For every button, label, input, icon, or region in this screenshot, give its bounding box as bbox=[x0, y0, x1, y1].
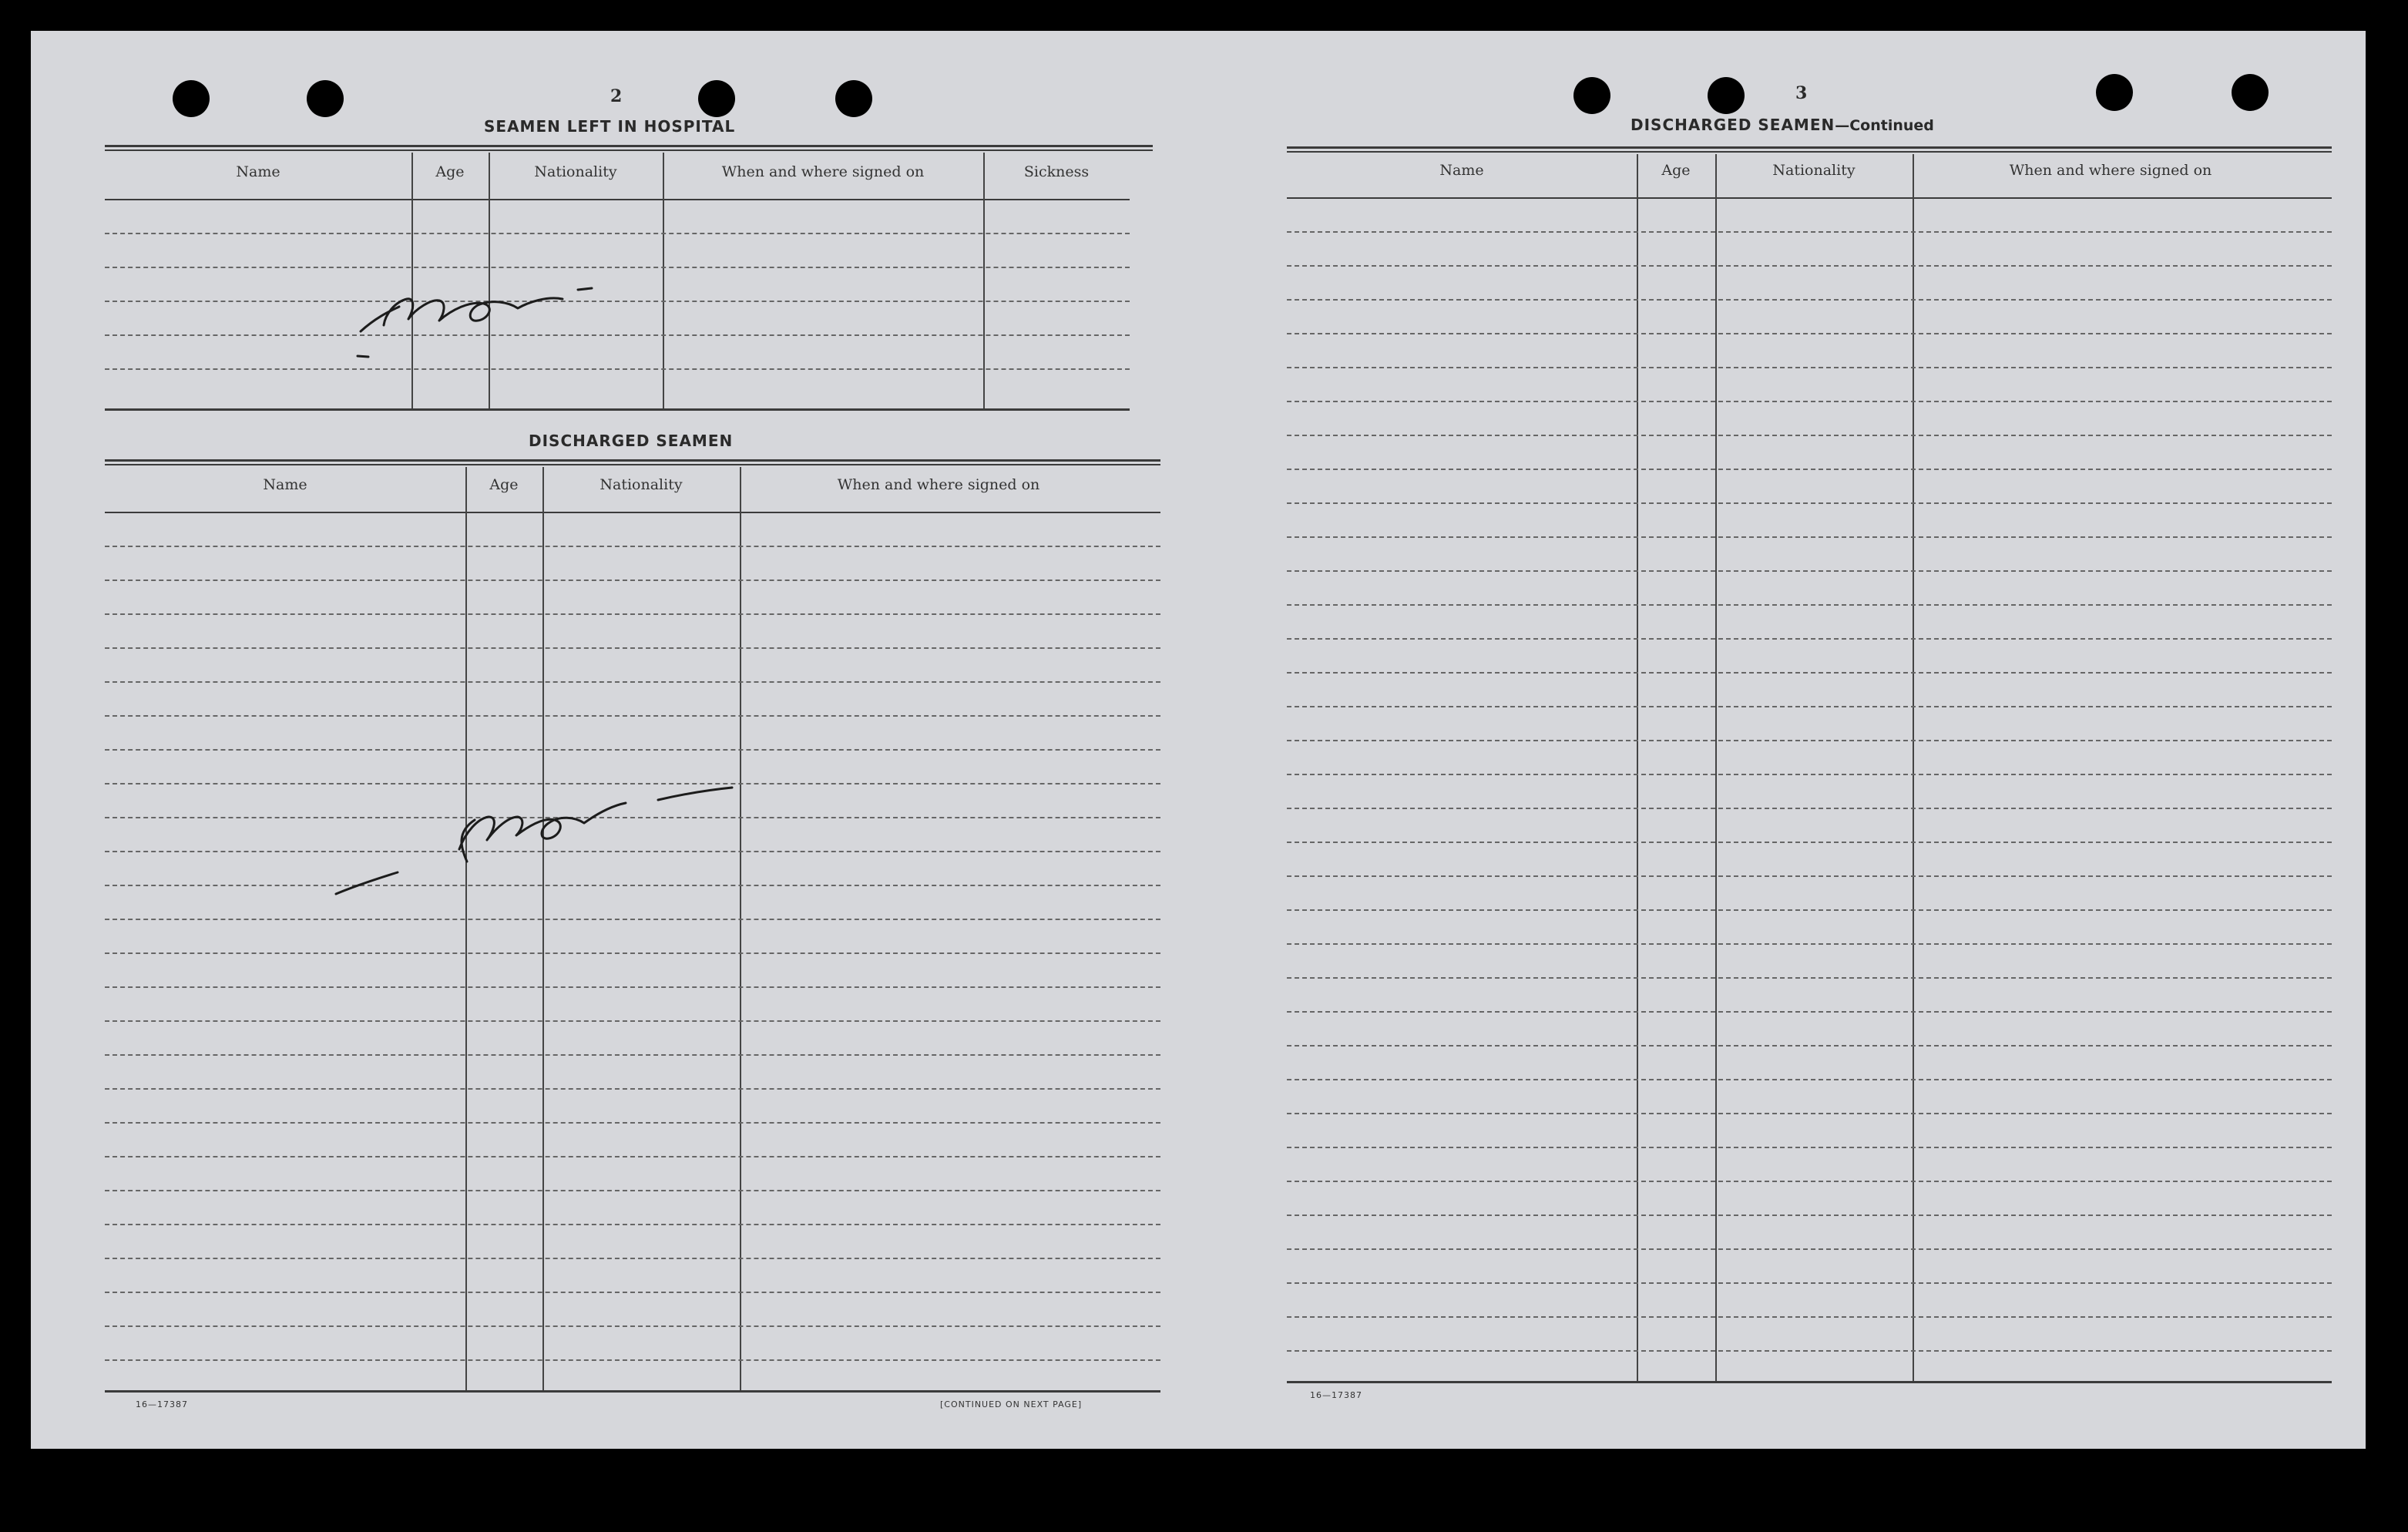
row-line bbox=[105, 580, 1160, 581]
right-col-divider bbox=[1913, 154, 1914, 1381]
right-top-rule-2 bbox=[1287, 151, 2332, 153]
right-col-signed-on: When and where signed on bbox=[2009, 162, 2212, 179]
row-line bbox=[1287, 604, 2332, 606]
hospital-col-divider bbox=[983, 153, 985, 410]
row-line bbox=[1287, 231, 2332, 233]
row-line bbox=[1287, 1045, 2332, 1047]
row-line bbox=[1287, 1181, 2332, 1182]
page-number-left: 2 bbox=[610, 86, 623, 106]
row-line bbox=[105, 1156, 1160, 1157]
row-line bbox=[1287, 1147, 2332, 1148]
row-line bbox=[105, 749, 1160, 751]
punch-hole bbox=[1573, 77, 1610, 114]
punch-hole bbox=[835, 80, 872, 117]
row-line bbox=[105, 1258, 1160, 1259]
row-line bbox=[105, 1020, 1160, 1022]
right-header-rule bbox=[1287, 197, 2332, 199]
row-line bbox=[1287, 808, 2332, 809]
row-line bbox=[105, 1292, 1160, 1293]
form-number-right: 16—17387 bbox=[1310, 1390, 1362, 1400]
row-line bbox=[105, 613, 1160, 615]
row-line bbox=[1287, 740, 2332, 741]
row-line bbox=[1287, 367, 2332, 368]
row-line bbox=[105, 1359, 1160, 1361]
row-line bbox=[1287, 502, 2332, 504]
punch-hole bbox=[307, 80, 344, 117]
row-line bbox=[1287, 401, 2332, 402]
right-col-nationality: Nationality bbox=[1772, 162, 1856, 179]
right-top-rule bbox=[1287, 146, 2332, 149]
row-line bbox=[1287, 672, 2332, 674]
discharged-col-divider bbox=[465, 467, 467, 1390]
page-number-right: 3 bbox=[1795, 83, 1808, 103]
hospital-row-line bbox=[105, 233, 1130, 234]
hospital-bottom-rule bbox=[105, 408, 1130, 411]
right-col-age: Age bbox=[1661, 162, 1691, 179]
right-col-divider bbox=[1715, 154, 1717, 1381]
row-line bbox=[105, 986, 1160, 988]
row-line bbox=[1287, 909, 2332, 911]
right-section-title bbox=[1631, 116, 1934, 134]
hospital-top-rule bbox=[105, 145, 1153, 147]
punch-hole bbox=[2096, 74, 2133, 111]
row-line bbox=[1287, 333, 2332, 334]
row-line bbox=[1287, 1011, 2332, 1013]
punch-hole bbox=[2232, 74, 2269, 111]
hospital-col-sickness: Sickness bbox=[1023, 163, 1090, 180]
discharged-top-rule-2 bbox=[105, 464, 1160, 465]
punch-hole bbox=[1708, 77, 1745, 114]
hospital-col-nationality: Nationality bbox=[534, 163, 617, 180]
discharged-col-nationality: Nationality bbox=[599, 476, 683, 493]
row-line bbox=[1287, 1113, 2332, 1114]
row-line bbox=[1287, 1350, 2332, 1352]
form-number-left: 16—17387 bbox=[136, 1399, 188, 1409]
row-line bbox=[105, 546, 1160, 547]
row-line bbox=[105, 1190, 1160, 1191]
discharged-top-rule bbox=[105, 459, 1160, 462]
row-line bbox=[1287, 265, 2332, 267]
discharged-col-signed-on: When and where signed on bbox=[837, 476, 1040, 493]
discharged-col-age: Age bbox=[489, 476, 519, 493]
row-line bbox=[105, 919, 1160, 920]
hospital-col-signed-on: When and where signed on bbox=[721, 163, 925, 180]
row-line bbox=[105, 1122, 1160, 1124]
hospital-handwritten-none bbox=[324, 254, 678, 347]
right-col-divider bbox=[1637, 154, 1638, 1381]
row-line bbox=[1287, 706, 2332, 707]
row-line bbox=[105, 715, 1160, 717]
row-line bbox=[105, 647, 1160, 649]
hospital-top-rule-2 bbox=[105, 150, 1153, 151]
form-sheet bbox=[31, 31, 2366, 1449]
punch-hole bbox=[173, 80, 210, 117]
row-line bbox=[1287, 299, 2332, 301]
hospital-section-title: SEAMEN LEFT IN HOSPITAL bbox=[484, 117, 736, 136]
punch-hole bbox=[698, 80, 735, 117]
hospital-row-line bbox=[105, 368, 1130, 370]
row-line bbox=[105, 681, 1160, 683]
row-line bbox=[1287, 1282, 2332, 1284]
row-line bbox=[1287, 570, 2332, 572]
row-line bbox=[1287, 638, 2332, 640]
row-line bbox=[1287, 943, 2332, 945]
hospital-col-name: Name bbox=[236, 163, 280, 180]
row-line bbox=[1287, 977, 2332, 979]
discharged-section-title: DISCHARGED SEAMEN bbox=[529, 432, 734, 450]
row-line bbox=[1287, 875, 2332, 877]
row-line bbox=[1287, 536, 2332, 538]
row-line bbox=[1287, 842, 2332, 843]
discharged-bottom-rule bbox=[105, 1390, 1160, 1393]
row-line bbox=[1287, 469, 2332, 470]
row-line bbox=[1287, 774, 2332, 775]
right-col-name: Name bbox=[1439, 162, 1484, 179]
row-line bbox=[105, 1054, 1160, 1056]
right-section-title-suffix: —Continued bbox=[1835, 117, 1934, 134]
row-line bbox=[105, 1325, 1160, 1327]
row-line bbox=[1287, 1079, 2332, 1080]
discharged-handwritten-none bbox=[324, 755, 817, 909]
row-line bbox=[105, 952, 1160, 954]
row-line bbox=[1287, 1316, 2332, 1318]
discharged-col-divider bbox=[542, 467, 544, 1390]
continued-note: [CONTINUED ON NEXT PAGE] bbox=[940, 1399, 1083, 1409]
right-bottom-rule bbox=[1287, 1381, 2332, 1383]
hospital-col-age: Age bbox=[435, 163, 465, 180]
row-line bbox=[1287, 1215, 2332, 1216]
discharged-header-rule bbox=[105, 512, 1160, 513]
row-line bbox=[105, 1224, 1160, 1225]
row-line bbox=[1287, 435, 2332, 436]
row-line bbox=[105, 1088, 1160, 1090]
row-line bbox=[1287, 1248, 2332, 1250]
right-section-title-main: DISCHARGED SEAMEN bbox=[1631, 116, 1835, 134]
discharged-col-name: Name bbox=[263, 476, 307, 493]
hospital-header-rule bbox=[105, 199, 1130, 200]
discharged-col-divider bbox=[740, 467, 741, 1390]
